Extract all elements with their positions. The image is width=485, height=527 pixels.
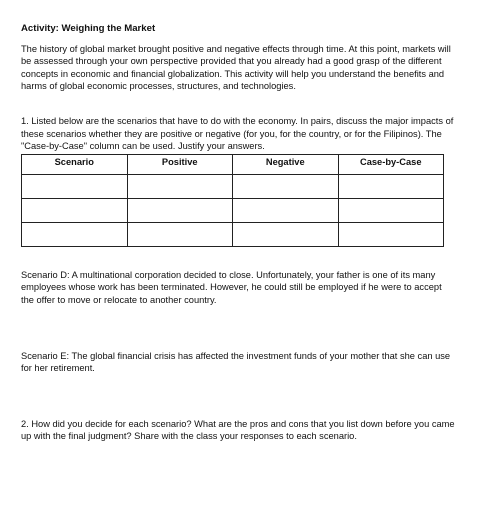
table-cell[interactable] bbox=[22, 174, 128, 198]
activity-title: Activity: Weighing the Market bbox=[21, 23, 156, 34]
table-cell[interactable] bbox=[22, 198, 128, 222]
table-cell[interactable] bbox=[338, 222, 444, 246]
table-cell[interactable] bbox=[22, 222, 128, 246]
header-scenario: Scenario bbox=[22, 154, 128, 174]
table-row bbox=[22, 198, 444, 222]
header-negative: Negative bbox=[233, 154, 339, 174]
activity-intro: The history of global market brought positive and negative effects through time. At this point, markets will be assessed through your own perspective provided that you already had a good grasp of the different concepts in economic and financial globalization. This activity will help you understand the benefits and harms of global economic processes, structures, and technologies. bbox=[21, 43, 451, 92]
table-row bbox=[22, 174, 444, 198]
table-cell[interactable] bbox=[233, 222, 339, 246]
question-2: 2. How did you decide for each scenario? What are the pros and cons that you list down before you came up with the final judgment? Share with the class your responses to each scenario. bbox=[21, 418, 455, 442]
header-positive: Positive bbox=[127, 154, 233, 174]
table-cell[interactable] bbox=[233, 198, 339, 222]
table-cell[interactable] bbox=[338, 198, 444, 222]
scenario-table bbox=[21, 154, 444, 247]
table-header-row bbox=[22, 154, 444, 174]
worksheet bbox=[21, 23, 457, 443]
scenario-d: Scenario D: A multinational corporation decided to close. Unfortunately, your father is one of its many employees whose work has been terminated. However, he could still be employed if he were to accept the offer to move or relocate to another country. bbox=[21, 269, 442, 305]
table-cell[interactable] bbox=[127, 198, 233, 222]
scenario-e: Scenario E: The global financial crisis has affected the investment funds of your mother that she can use for her retirement. bbox=[21, 350, 451, 374]
table-row bbox=[22, 222, 444, 246]
table-cell[interactable] bbox=[338, 174, 444, 198]
question-1: 1. Listed below are the scenarios that have to do with the economy. In pairs, discuss the major impacts of these scenarios whether they are positive or negative (for you, for the country, or for the Filipinos). The "Case-by-Case" column can be used. Justify your answers. bbox=[21, 115, 454, 152]
table-cell[interactable] bbox=[127, 174, 233, 198]
table-cell[interactable] bbox=[127, 222, 233, 246]
header-case-by-case: Case-by-Case bbox=[338, 154, 444, 174]
table-cell[interactable] bbox=[233, 174, 339, 198]
